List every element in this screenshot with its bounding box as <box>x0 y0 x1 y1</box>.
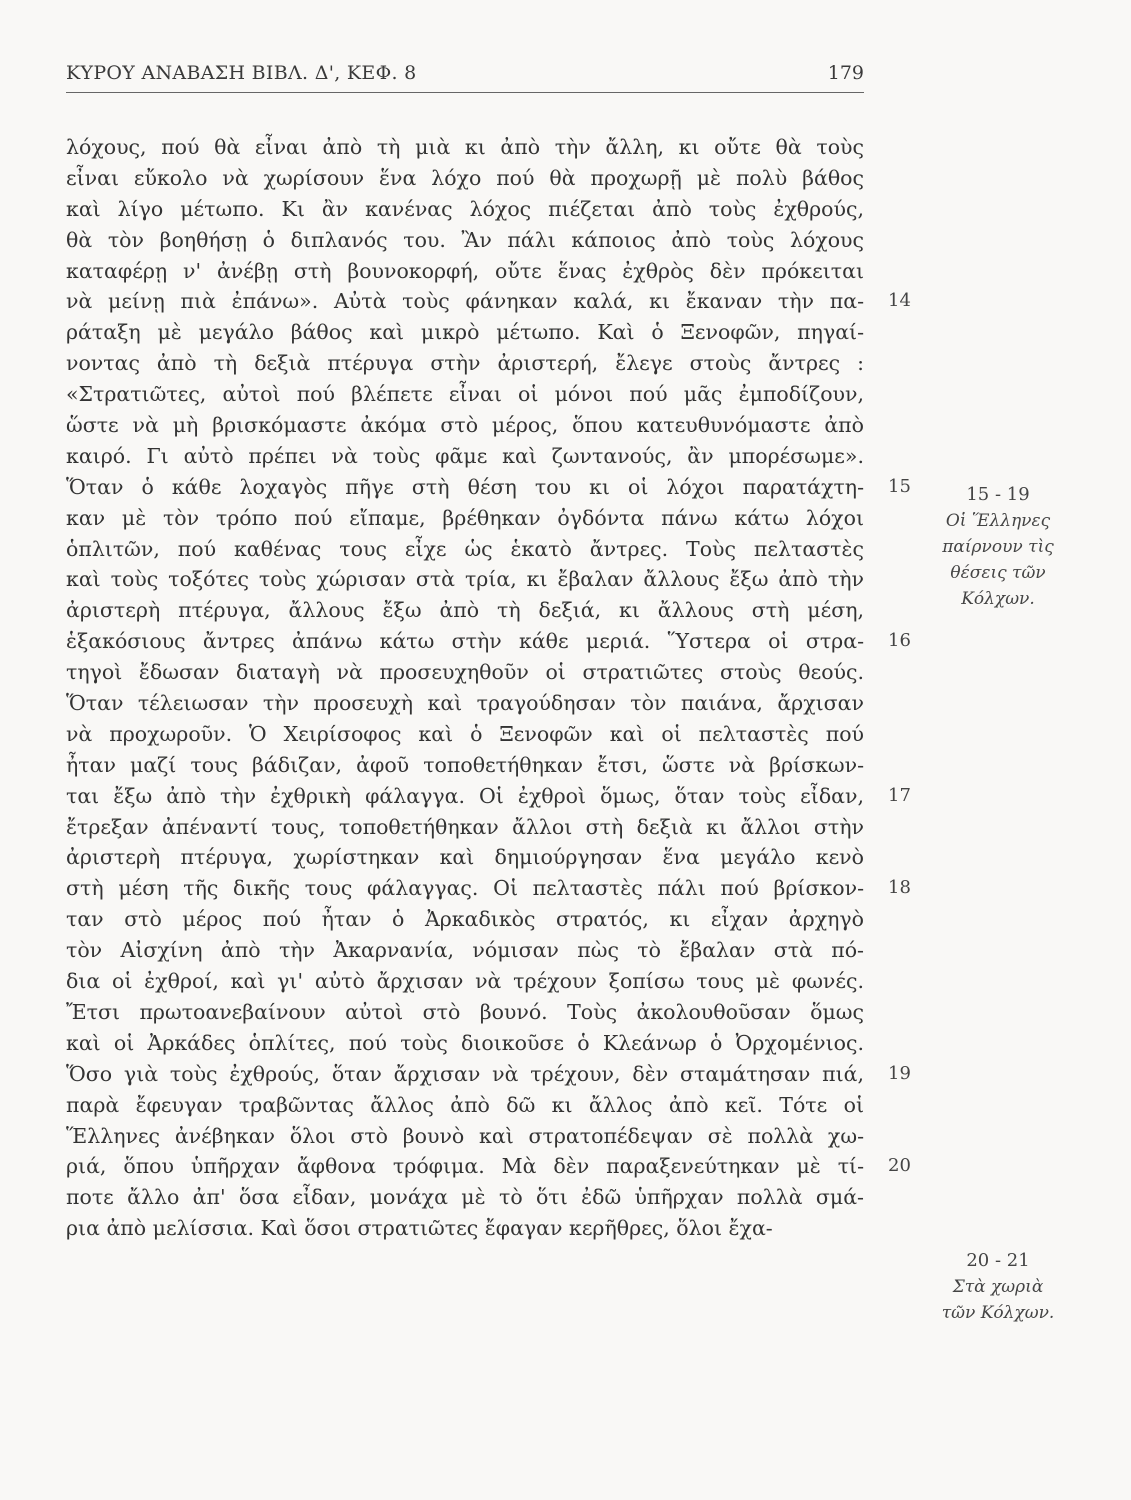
margin-note <box>928 482 1068 612</box>
text-line: στὴ μέση τῆς δικῆς τους φάλαγγας. Οἱ πελταστὲς πάλι πού βρίσκον- 18 <box>66 873 864 904</box>
text-line: Ἕλληνες ἀνέβηκαν ὅλοι στὸ βουνὸ καὶ στρατοπέδεψαν σὲ πολλὰ χω- <box>66 1123 864 1148</box>
text-line: ἦταν μαζί τους βάδιζαν, ἀφοῦ τοποθετήθηκαν ἔτσι, ὥστε νὰ βρίσκων- <box>66 752 864 777</box>
text-line: «Στρατιῶτες, αὐτοὶ πού βλέπετε εἶναι οἱ μόνοι πού μᾶς ἐμποδίζουν, <box>66 382 864 407</box>
line-number: 19 <box>888 1062 911 1084</box>
text-line: Ὅσο γιὰ τοὺς ἐχθρούς, ὅταν ἄρχισαν νὰ τρέχουν, δὲν σταμάτησαν πιά, 19 <box>66 1059 864 1090</box>
text-line: καιρό. Γι αὐτὸ πρέπει νὰ τοὺς φᾶμε καὶ ζωντανούς, ἂν μπορέσωμε». <box>66 443 864 468</box>
line-number: 15 <box>888 475 911 497</box>
margin-note-caption-line: Στὰ χωριὰ <box>952 1277 1044 1297</box>
page-header <box>66 62 864 93</box>
margin-note-caption-line: Οἱ Ἕλληνες <box>945 511 1051 531</box>
text-line: θὰ τὸν βοηθήσῃ ὁ διπλανός του. Ἂν πάλι κάποιος ἀπὸ τοὺς λόχους <box>66 227 864 252</box>
line-number: 20 <box>888 1155 911 1177</box>
text-line: ρια ἀπὸ μελίσσια. Καὶ ὅσοι στρατιῶτες ἔφαγαν κερῆθρες, ὅλοι ἔχα- <box>66 1216 773 1241</box>
text-line: Ὅταν τέλειωσαν τὴν προσευχὴ καὶ τραγούδησαν τὸν παιάνα, ἄρχισαν <box>66 691 864 716</box>
margin-note-caption-line: Κόλχων. <box>961 589 1035 609</box>
text-line: παρὰ ἔφευγαν τραβῶντας ἄλλος ἀπὸ δῶ κι ἄλλος ἀπὸ κεῖ. Τότε οἱ <box>66 1092 864 1117</box>
text-line: ποτε ἄλλο ἀπ' ὅσα εἶδαν, μονάχα μὲ τὸ ὅτι ἐδῶ ὑπῆρχαν πολλὰ σμά- <box>66 1185 864 1210</box>
text-line: ὥστε νὰ μὴ βρισκόμαστε ἀκόμα στὸ μέρος, ὅπου κατευθυνόμαστε ἀπὸ <box>66 413 864 438</box>
text-line: ριά, ὅπου ὑπῆρχαν ἄφθονα τρόφιμα. Μὰ δὲν παραξενεύτηκαν μὲ τί- 20 <box>66 1151 864 1182</box>
margin-note <box>928 1248 1068 1326</box>
text-line: τηγοὶ ἔδωσαν διαταγὴ νὰ προσευχηθοῦν οἱ στρατιῶτες στοὺς θεούς. <box>66 660 864 685</box>
text-line: καὶ οἱ Ἀρκάδες ὁπλίτες, πού τοὺς διοικοῦσε ὁ Κλεάνωρ ὁ Ὀρχομένιος. <box>66 1030 864 1055</box>
text-line: λόχους, πού θὰ εἶναι ἀπὸ τὴ μιὰ κι ἀπὸ τὴν ἄλλη, κι οὔτε θὰ τοὺς <box>66 135 864 159</box>
margin-note-range: 20 - 21 <box>966 1250 1030 1271</box>
text-line: καὶ τοὺς τοξότες τοὺς χώρισαν στὰ τρία, κι ἔβαλαν ἄλλους ἔξω ἀπὸ τὴν <box>66 567 864 592</box>
page-number: 179 <box>827 62 864 84</box>
text-line: ἀριστερὴ πτέρυγα, χωρίστηκαν καὶ δημιούργησαν ἕνα μεγάλο κενὸ <box>66 845 864 870</box>
body-text <box>66 132 911 1244</box>
margin-note-caption-line: παίρνουν τὶς <box>942 537 1054 557</box>
text-line: νὰ μείνῃ πιὰ ἐπάνω». Αὐτὰ τοὺς φάνηκαν καλά, κι ἔκαναν τὴν πα- 14 <box>66 286 864 317</box>
text-line: Ἔτσι πρωτοανεβαίνουν αὐτοὶ στὸ βουνό. Τοὺς ἀκολουθοῦσαν ὅμως <box>66 999 864 1024</box>
text-line: ἀριστερὴ πτέρυγα, ἄλλους ἔξω ἀπὸ τὴ δεξιά, κι ἄλλους στὴ μέση, <box>66 598 864 623</box>
text-line: ἑξακόσιους ἄντρες ἀπάνω κάτω στὴν κάθε μεριά. Ὕστερα οἱ στρα- 16 <box>66 626 864 657</box>
text-line: καν μὲ τὸν τρόπο πού εἴπαμε, βρέθηκαν ὀγδόντα πάνω κάτω λόχοι <box>66 505 864 530</box>
text-line: ται ἔξω ἀπὸ τὴν ἐχθρικὴ φάλαγγα. Οἱ ἐχθροὶ ὅμως, ὅταν τοὺς εἶδαν, 17 <box>66 781 864 812</box>
line-number: 17 <box>888 784 911 806</box>
text-line: δια οἱ ἐχθροί, καὶ γι' αὐτὸ ἄρχισαν νὰ τρέχουν ξοπίσω τους μὲ φωνές. <box>66 969 864 994</box>
line-number: 14 <box>888 290 911 312</box>
text-line: ράταξη μὲ μεγάλο βάθος καὶ μικρὸ μέτωπο. Καὶ ὁ Ξενοφῶν, πηγαί- <box>66 320 864 345</box>
line-number: 16 <box>888 630 911 652</box>
text-line: τὸν Αἰσχίνη ἀπὸ τὴν Ἀκαρνανία, νόμισαν πὼς τὸ ἔβαλαν στὰ πό- <box>66 938 864 963</box>
text-line: καταφέρῃ ν' ἀνέβῃ στὴ βουνοκορφή, οὔτε ἕνας ἐχθρὸς δὲν πρόκειται <box>66 258 864 283</box>
margin-note-caption-line: θέσεις τῶν <box>950 563 1046 583</box>
margin-note-caption-line: τῶν Κόλχων. <box>941 1303 1055 1323</box>
text-line: εἶναι εὔκολο νὰ χωρίσουν ἕνα λόχο πού θὰ προχωρῇ μὲ πολὺ βάθος <box>66 165 864 190</box>
margin-note-range: 15 - 19 <box>966 484 1030 505</box>
text-line: ταν στὸ μέρος πού ἦταν ὁ Ἀρκαδικὸς στρατός, κι εἶχαν ἀρχηγὸ <box>66 907 864 932</box>
text-line: καὶ λίγο μέτωπο. Κι ἂν κανένας λόχος πιέζεται ἀπὸ τοὺς ἐχθρούς, <box>66 196 864 221</box>
text-line: Ὅταν ὁ κάθε λοχαγὸς πῆγε στὴ θέση του κι οἱ λόχοι παρατάχτη- 15 <box>66 472 864 503</box>
line-number: 18 <box>888 877 911 899</box>
text-line: ἔτρεξαν ἀπέναντί τους, τοποθετήθηκαν ἄλλοι στὴ δεξιὰ κι ἄλλοι στὴν <box>66 814 864 839</box>
running-title: ΚΥΡΟΥ ΑΝΑΒΑΣΗ ΒΙΒΛ. Δ', ΚΕΦ. 8 <box>66 62 417 84</box>
text-line: ὁπλιτῶν, πού καθένας τους εἶχε ὡς ἑκατὸ ἄντρες. Τοὺς πελταστὲς <box>66 536 864 561</box>
text-line: νοντας ἀπὸ τὴ δεξιὰ πτέρυγα στὴν ἀριστερή, ἔλεγε στοὺς ἄντρες : <box>66 351 864 376</box>
text-line: νὰ προχωροῦν. Ὁ Χειρίσοφος καὶ ὁ Ξενοφῶν καὶ οἱ πελταστὲς πού <box>66 721 864 746</box>
